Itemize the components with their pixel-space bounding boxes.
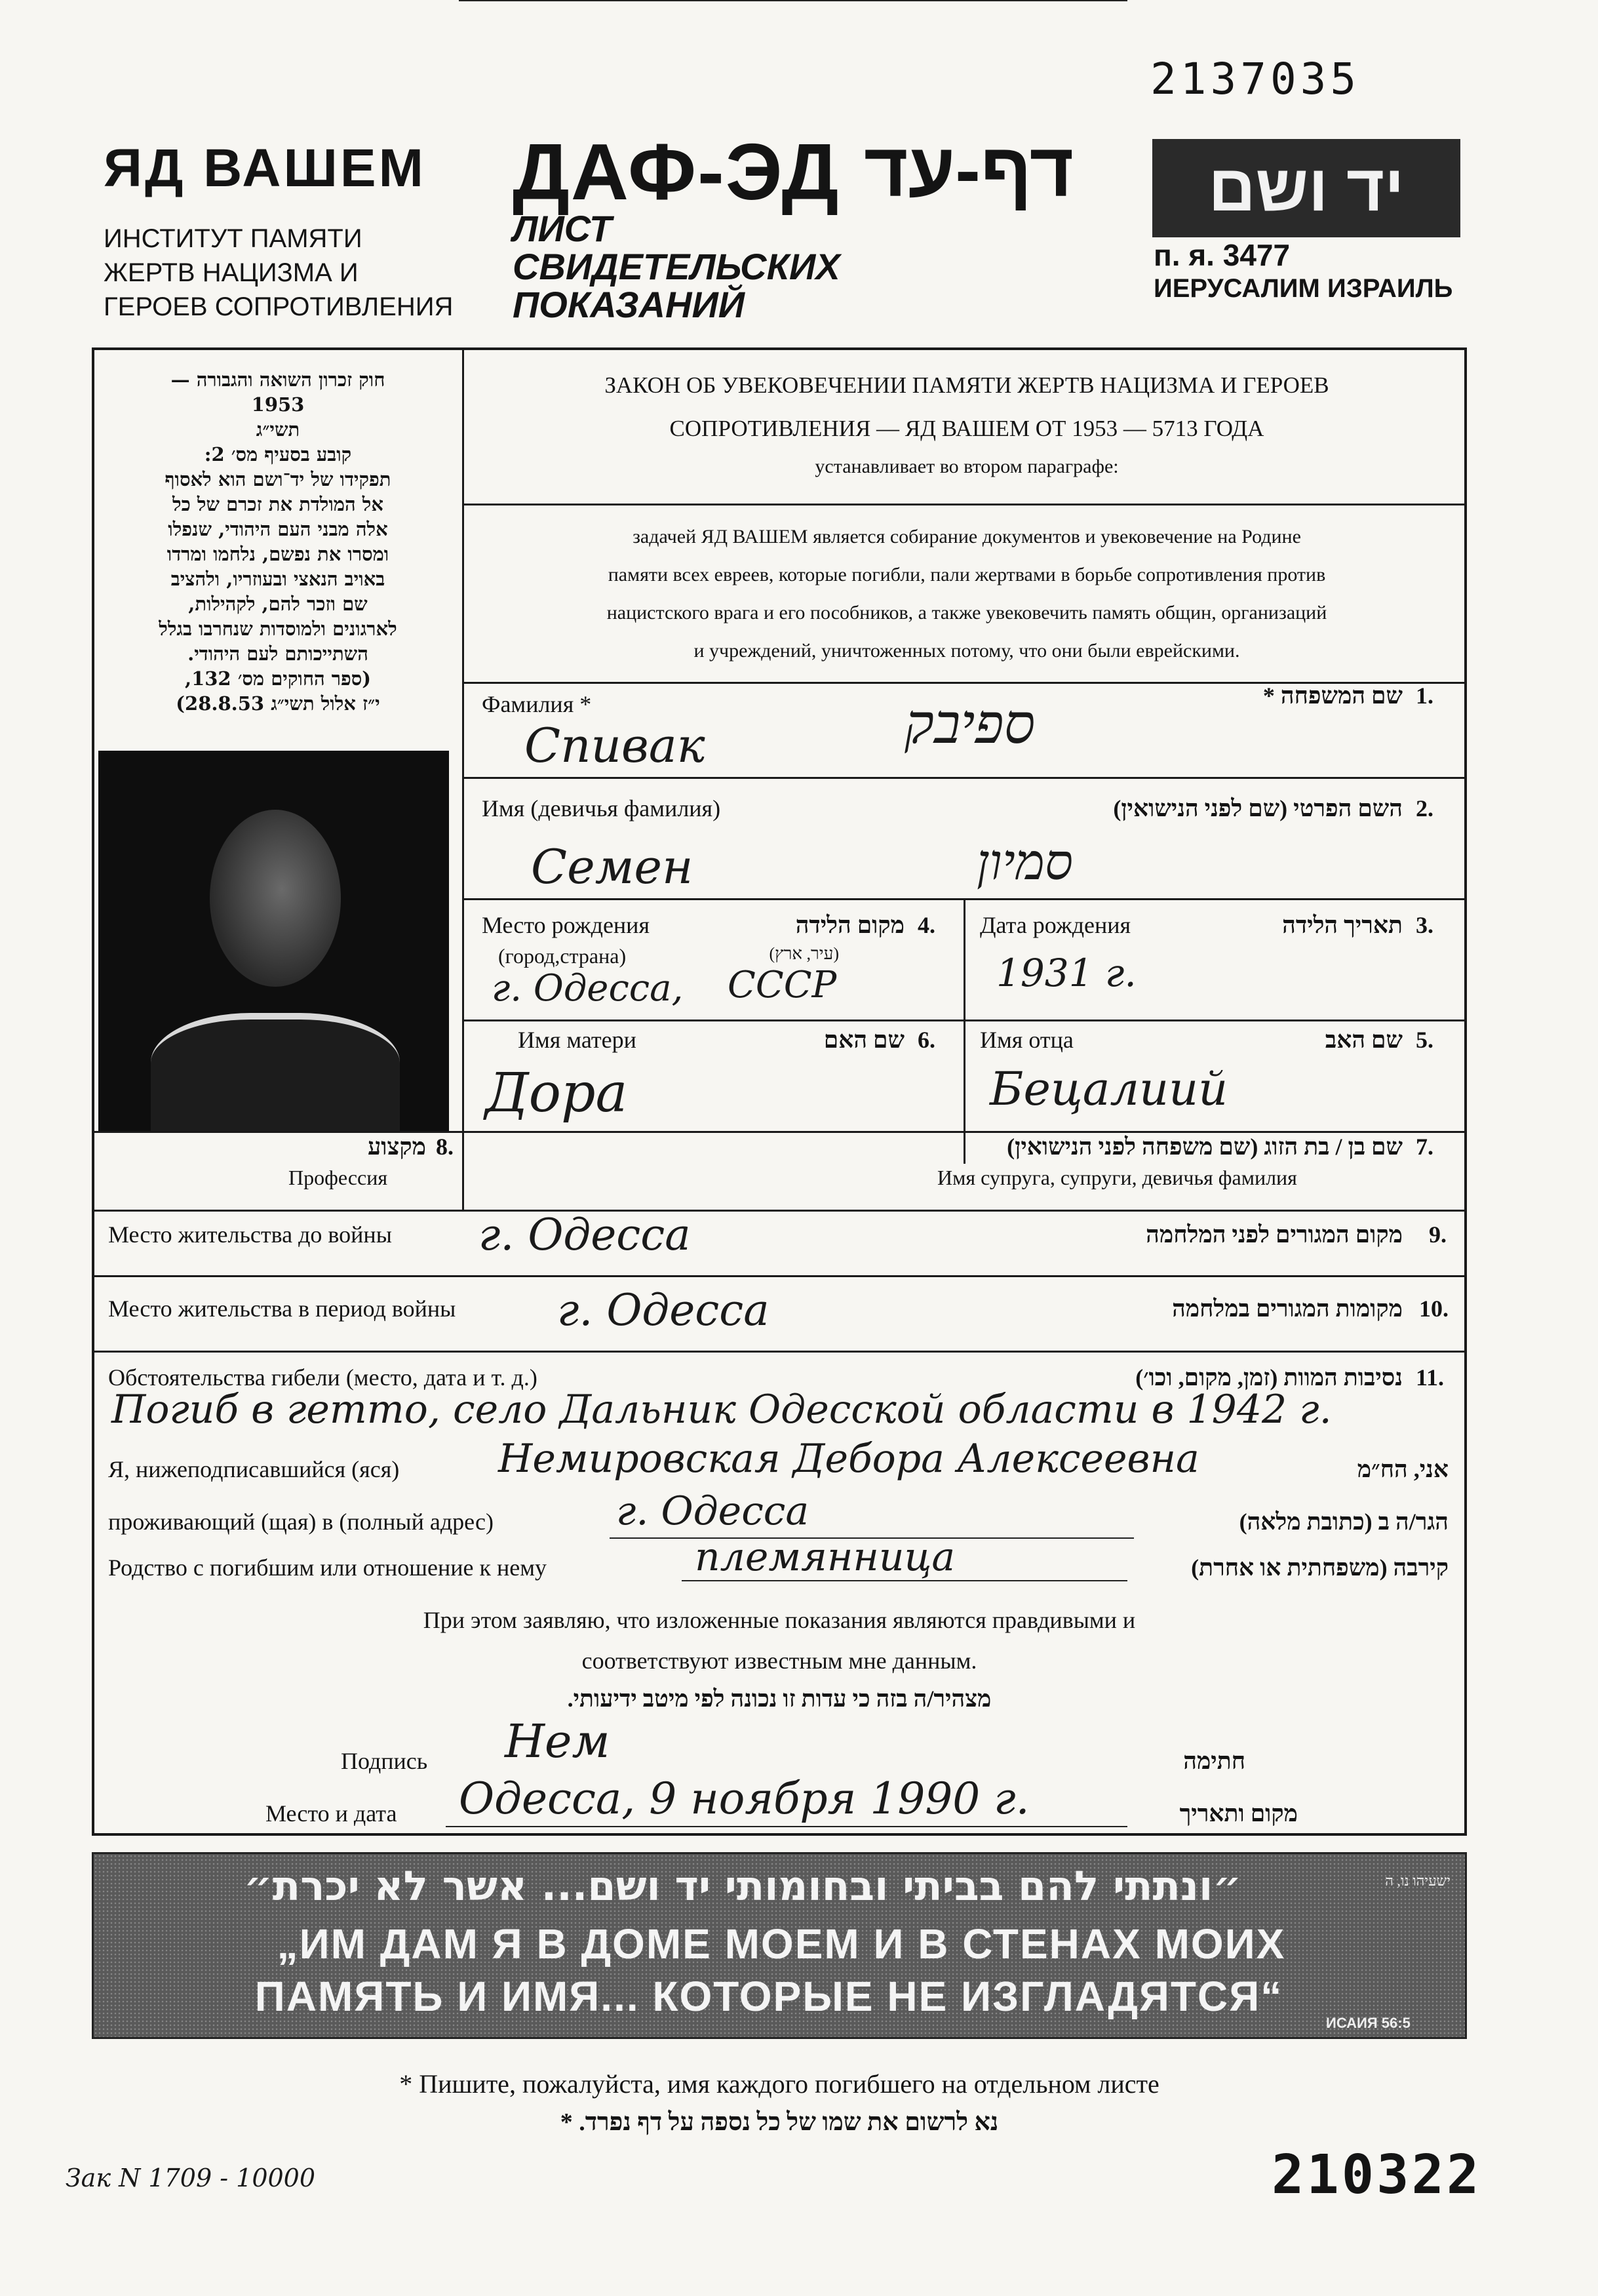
logo-text-hebrew: יד ושם [1208, 151, 1405, 225]
place-date-label-heb: מקום ותאריך [1179, 1800, 1298, 1827]
law-ru-body-4: и учреждений, уничтоженных потому, что они были еврейскими. [693, 640, 1240, 662]
sheet-title-line-3: ПОКАЗАНИЙ [513, 284, 745, 325]
row-divider-6 [92, 1210, 1467, 1212]
prewar-residence-label-ru: Место жительства до войны [108, 1221, 392, 1248]
given-name-value: Семен [531, 839, 693, 894]
banner-russian-line-1: „ИМ ДАМ Я В ДОМЕ МОЕМ И В СТЕНАХ МОИХ [277, 1920, 1286, 1968]
sheet-title-line-1: ЛИСТ [513, 208, 612, 249]
birthplace-label-ru: Место рождения [482, 912, 650, 938]
law-heb-line-10: שם וזכר להם, לקהילות, [188, 593, 368, 615]
law-ru-title-1: ЗАКОН ОБ УВЕКОВЕЧЕНИИ ПАМЯТИ ЖЕРТВ НАЦИЗМА И ГЕРОЕВ [604, 372, 1329, 398]
yad-vashem-logo [1152, 139, 1460, 237]
institute-line-2: ЖЕРТВ НАЦИЗМА И [104, 258, 359, 287]
address-label-heb: הגר/ה ב (כתובת מלאה) [1239, 1509, 1449, 1535]
signature-underline [459, 0, 1127, 1]
birthplace-label-heb: מקום הלידה [795, 912, 905, 938]
wartime-residence-label-ru: Место жительства в период войны [108, 1296, 456, 1322]
law-heb-line-7: אלה מבני העם היהודי, שנפלו [168, 518, 388, 540]
father-name-value: Бецалиий [990, 1062, 1228, 1116]
relation-label-ru: Родство с погибшим или отношение к нему [108, 1554, 547, 1581]
law-heb-line-1: חוק זכרון השואה והגבורה — [170, 368, 385, 391]
row-divider-2 [462, 777, 1467, 779]
profession-label-ru: Профессия [288, 1166, 388, 1189]
field-number-10: 10. [1419, 1296, 1449, 1322]
profession-label-heb: מקצוע [367, 1134, 426, 1160]
photo-collar [151, 1013, 400, 1131]
col-divider-34 [964, 898, 965, 1164]
prewar-residence-label-heb: מקום המגורים לפני המלחמה [1146, 1221, 1403, 1248]
prewar-residence-value: г. Одесса [478, 1210, 691, 1260]
surname-label-heb: שם המשפחה * [1262, 683, 1403, 709]
law-ru-title-2: СОПРОТИВЛЕНИЯ — ЯД ВАШЕМ ОТ 1953 — 5713 ГОДА [669, 416, 1264, 441]
field-number-7: 7. [1416, 1134, 1433, 1160]
birthplace-country-value: СССР [728, 964, 837, 1006]
declarant-label-ru: Я, нижеподписавшийся (яся) [108, 1456, 400, 1482]
law-russian-body [472, 518, 1462, 670]
surname-value: Спивак [524, 718, 705, 773]
banner-hebrew-quote: ״ונתתי להם בביתי ובחומותי יד ושם... אשר לא יכרת״ [243, 1862, 1242, 1910]
footer-note-ru: * Пишите, пожалуйста, имя каждого погибшего на отдельном листе [399, 2069, 1160, 2099]
footer-note-heb: נא לרשום את שמו של כל נספה על דף נפרד. * [560, 2108, 999, 2136]
death-circumstances-value: Погиб в гетто, село Дальник Одесской области в 1942 г. [111, 1387, 1332, 1433]
law-heb-line-8: ומסרו את נפשם, נלחמו ומרדו [166, 543, 389, 565]
birthplace-city-value: г. Одесса, [492, 967, 684, 1010]
law-hebrew-text [98, 367, 458, 716]
field-number-9: 9. [1429, 1221, 1447, 1248]
mother-name-label-ru: Имя матери [518, 1027, 636, 1053]
statement-ru-line-2: соответствуют известным мне данным. [581, 1648, 977, 1674]
print-order-number: Зак N 1709 - 10000 [66, 2164, 316, 2192]
field-number-2: 2. [1416, 795, 1433, 821]
address-value: г. Одесса [616, 1488, 809, 1534]
row-divider-4 [462, 1019, 1467, 1021]
surname-label-ru: Фамилия * [482, 691, 592, 717]
field-number-4: 4. [918, 912, 935, 938]
relation-underline [682, 1580, 1127, 1581]
law-ru-body-2: памяти всех евреев, которые погибли, пали жертвами в борьбе сопротивления против [608, 564, 1326, 585]
wartime-residence-label-heb: מקומות המגורים במלחמה [1172, 1296, 1403, 1322]
institute-name [104, 222, 453, 324]
given-name-label-heb: השם הפרטי (שם לפני הנישואין) [1113, 795, 1403, 821]
sheet-title-line-2: СВИДЕТЕЛЬСКИХ [513, 246, 840, 287]
declarant-label-heb: אני, הח״מ [1357, 1456, 1449, 1482]
father-name-label-ru: Имя отца [980, 1027, 1074, 1053]
death-circumstances-label-heb: נסיבות המוות (זמן, מקום, וכו׳) [1135, 1364, 1403, 1391]
field-number-1: 1. [1416, 683, 1433, 709]
law-ru-body-3: нацистского врага и его пособников, а также увековечить память общин, организаций [606, 602, 1327, 623]
statement-ru-line-1: При этом заявляю, что изложенные показания являются правдивыми и [423, 1607, 1136, 1633]
photo-face [210, 810, 341, 987]
field-number-6: 6. [918, 1027, 935, 1053]
law-ru-body-1: задачей ЯД ВАШЕМ является собирание документов и увековечение на Родине [633, 526, 1301, 547]
signature-label-ru: Подпись [341, 1748, 428, 1774]
field-number-8: 8. [436, 1134, 454, 1160]
birthdate-label-ru: Дата рождения [980, 912, 1131, 938]
row-divider-8 [92, 1351, 1467, 1353]
row-divider-7 [92, 1275, 1467, 1277]
law-heb-line-13: (ספר החוקים מס׳ 132, [184, 667, 372, 690]
spouse-label-heb: שם בן / בת הזוג (שם משפחה לפני הנישואין) [1007, 1134, 1403, 1160]
signature-value: Нем [505, 1714, 610, 1768]
po-box: п. я. 3477 [1154, 238, 1291, 272]
law-divider [462, 347, 464, 1174]
institute-line-3: ГЕРОЕВ СОПРОТИВЛЕНИЯ [104, 292, 454, 321]
col-divider-78 [462, 1131, 464, 1210]
place-date-underline [446, 1826, 1127, 1827]
death-circumstances-label-ru: Обстоятельства гибели (место, дата и т. д.) [108, 1364, 537, 1391]
father-name-label-heb: שם האב [1325, 1027, 1403, 1053]
field-number-5: 5. [1416, 1027, 1433, 1053]
form-title-hebrew: דף-עד [864, 127, 1074, 212]
law-sub-divider [462, 504, 1467, 505]
victim-photo [98, 751, 449, 1131]
banner-russian-line-2: ПАМЯТЬ И ИМЯ... КОТОРЫЕ НЕ ИЗГЛАДЯТСЯ“ [254, 1973, 1283, 2020]
mother-name-value: Дора [485, 1062, 628, 1124]
field-number-3: 3. [1416, 912, 1433, 938]
wartime-residence-value: г. Одесса [557, 1285, 770, 1336]
serial-number-bottom: 210322 [1272, 2144, 1482, 2206]
law-heb-line-5: תפקידו של יד־ושם הוא לאסוף [165, 468, 391, 490]
birthplace-label-ru-2: (город,страна) [498, 944, 627, 968]
spouse-label-ru: Имя супруга, супруги, девичья фамилия [937, 1166, 1297, 1189]
place-date-value: Одесса, 9 ноября 1990 г. [459, 1773, 1030, 1824]
law-heb-line-14: י״ז אלול תשי״ג 28.8.53) [176, 692, 380, 715]
form-title-main: ДАФ-ЭД [513, 127, 840, 216]
law-russian-subtitle: устанавливает во втором параграфе: [815, 456, 1119, 477]
sheet-title [513, 210, 840, 324]
law-heb-line-9: באויב הנאצי ובעוזריו, ולהציב [170, 568, 385, 590]
given-name-label-ru: Имя (девичья фамилия) [482, 795, 721, 821]
law-heb-line-6: אל המולדת את זכרם של כל [172, 493, 383, 515]
address-label-ru: проживающий (щая) в (полный адрес) [108, 1509, 494, 1535]
signature-label-heb: חתימה [1183, 1748, 1245, 1774]
place-date-label-ru: Место и дата [265, 1800, 397, 1827]
law-heb-line-3: תשי״ג [256, 418, 300, 441]
declarant-name-value: Немировская Дебора Алексеевна [498, 1436, 1199, 1482]
institute-line-1: ИНСТИТУТ ПАМЯТИ [104, 224, 362, 253]
law-heb-line-2: 1953 [251, 393, 305, 416]
banner-hebrew-ref: ישעיהו נו, ה [1385, 1872, 1451, 1889]
birthdate-label-heb: תאריך הלידה [1282, 912, 1403, 938]
city-country: ИЕРУСАЛИМ ИЗРАИЛЬ [1154, 274, 1453, 303]
field-number-11: 11. [1416, 1364, 1445, 1391]
banner-russian-ref: ИСАИЯ 56:5 [1326, 2015, 1411, 2031]
given-name-value-heb: סמיון [977, 833, 1074, 891]
statement-heb: מצהיר/ה בזה כי עדות זו נכונה לפי מיטב ידיעותי. [567, 1686, 992, 1712]
surname-value-heb: ספיבק [905, 692, 1036, 756]
mother-name-label-heb: שם האם [823, 1027, 905, 1053]
birthplace-label-heb-2: (עיר, ארץ) [769, 944, 839, 963]
law-heb-line-4: קובע בסעיף מס׳ 2: [204, 443, 352, 465]
relation-value: племянница [695, 1534, 956, 1580]
serial-number-top: 2137035 [1150, 54, 1361, 104]
birthdate-value: 1931 г. [996, 951, 1137, 995]
law-heb-line-11: לארגונים ולמוסדות שנחרבו בגלל [159, 618, 397, 640]
law-heb-line-12: השתייכותם לעם היהודי. [187, 643, 368, 665]
quote-banner [92, 1852, 1467, 2039]
statement-ru [92, 1600, 1467, 1681]
org-name-ru: ЯД ВАШЕМ [104, 138, 426, 198]
relation-label-heb: קירבה (משפחתית או אחרת) [1191, 1554, 1449, 1581]
law-russian-title [472, 364, 1462, 450]
